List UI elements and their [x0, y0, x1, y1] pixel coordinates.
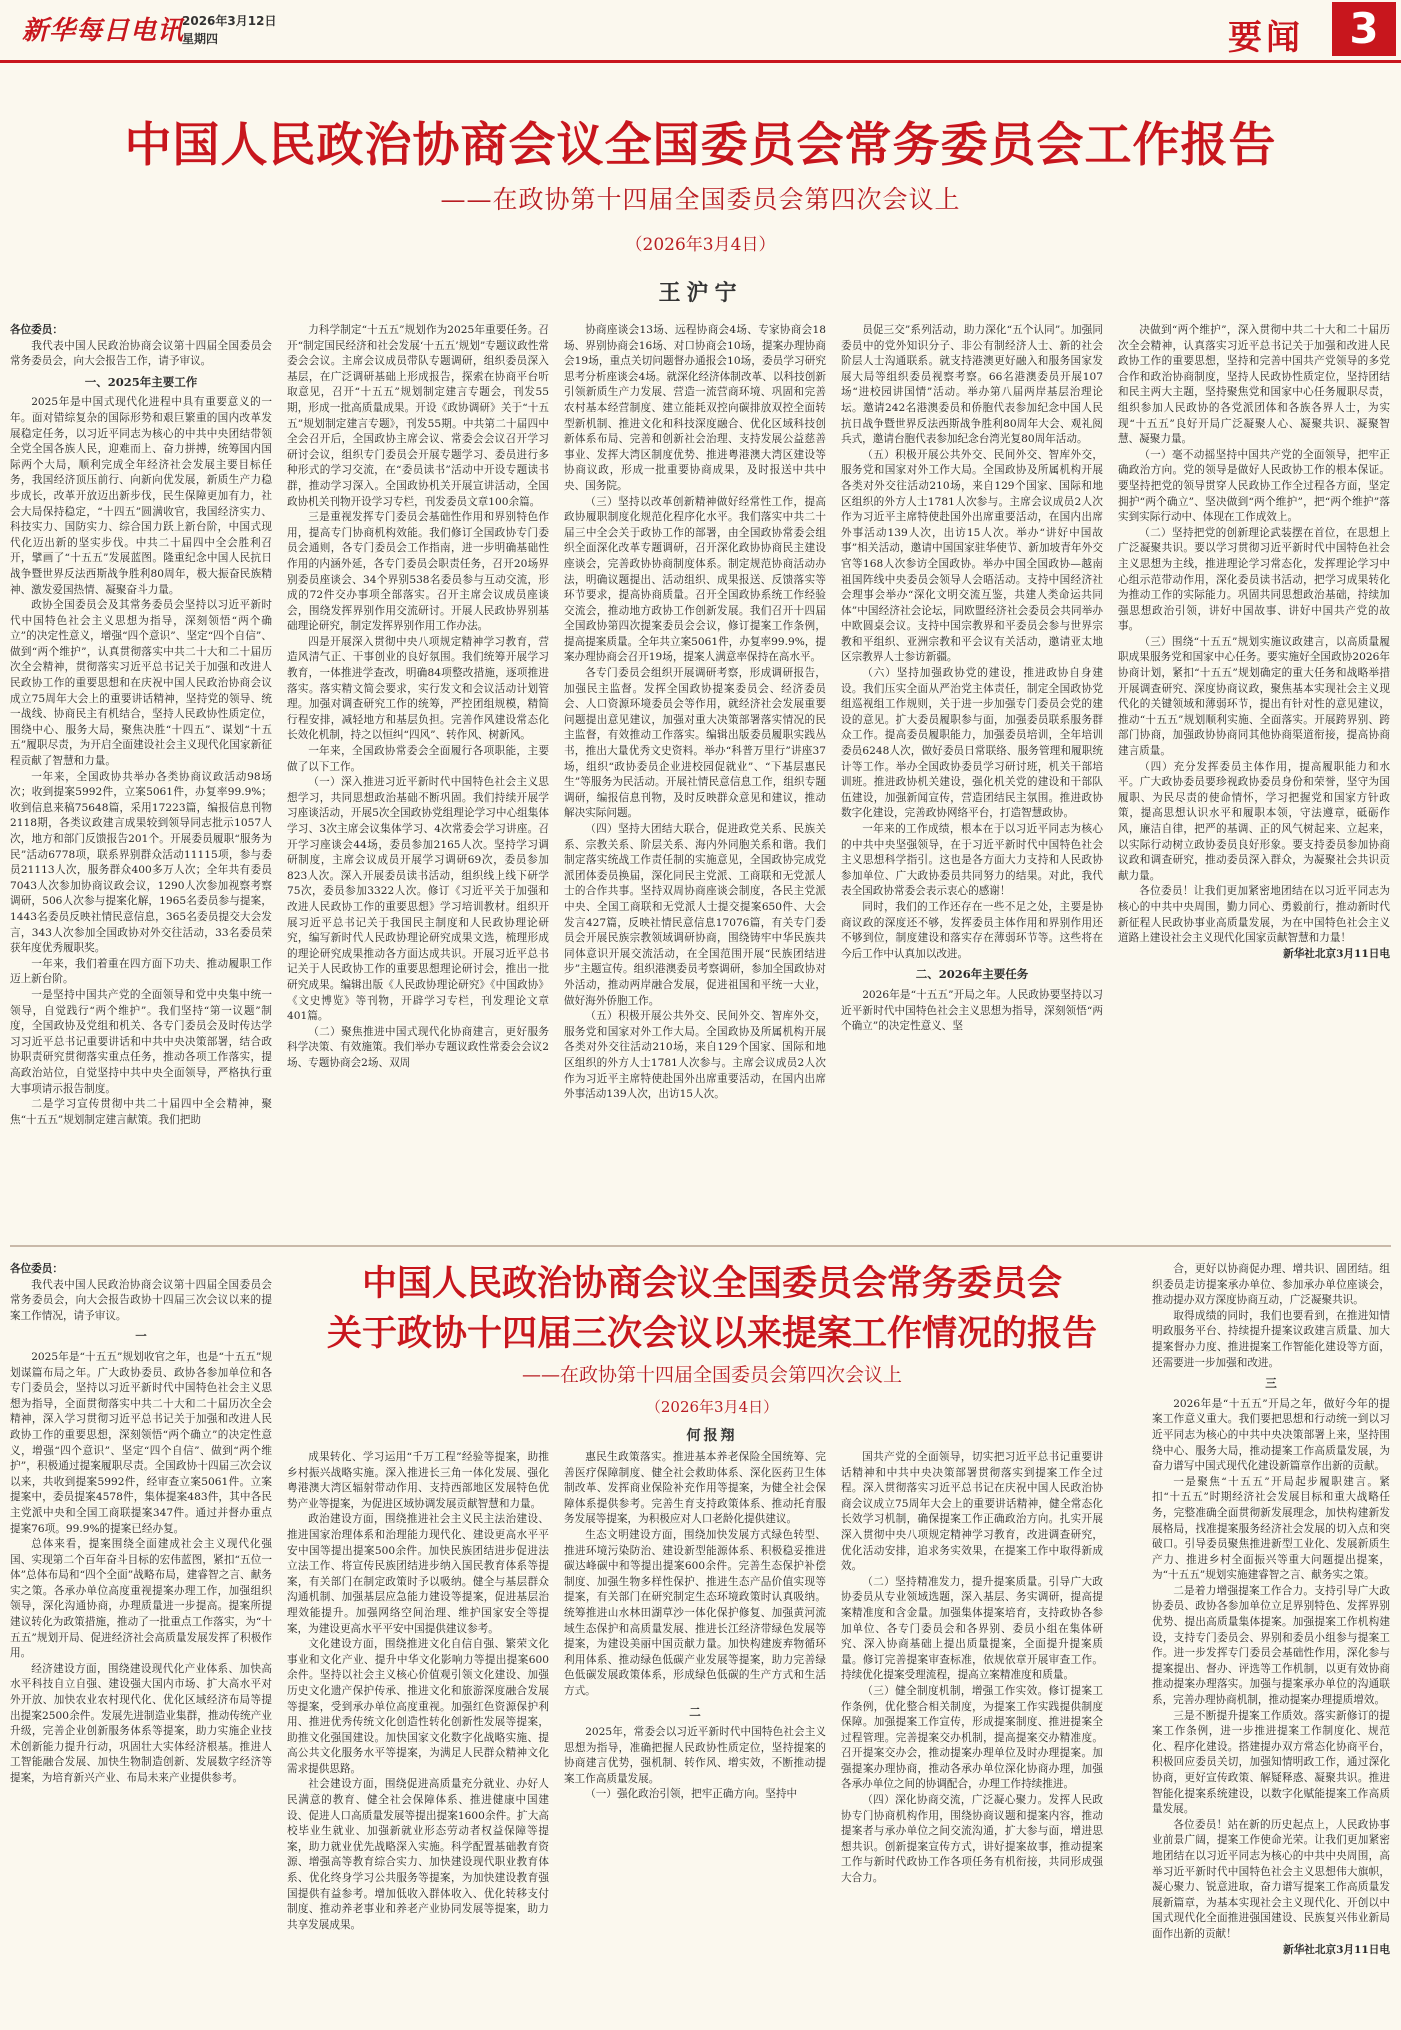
article1-date: （2026年3月4日）: [625, 235, 776, 255]
paragraph: 同时，我们的工作还存在一些不足之处，主要是协商议政的深度还不够，发挥委员主体作用和界别作用还不够到位，制度建设和落实存在薄弱环节等。这些将在今后工作中认真加以改进。: [841, 900, 1103, 960]
masthead: [0, 0, 1401, 62]
paragraph: （三）健全制度机制，增强工作实效。修订提案工作条例，优化整合相关制度，为提案工作实践提供制度保障。加强提案工作宣传，形成提案制度、推进提案全过程管理。完善提案交办机制，提高提案交办精准度。召开提案交办会，推动提案办理单位及时办理提案。加强提案办理协商，推动各承办单位深化协商办理，加强各承办单位之间的协调配合，办理工作持续推进。: [841, 1684, 1103, 1791]
paragraph: 合，更好以协商促办理、增共识、固团结。组织委员走访提案承办单位、参加承办单位座谈会，推动提办双方深度协商互动，广泛凝聚共识。: [1152, 1263, 1390, 1307]
article1-author: 王沪宁: [658, 280, 743, 306]
paragraph: （三）围绕“十五五”规划实施议政建言，以高质量履职成果服务党和国家中心任务。要实施好全国政协2026年协商计划，紧扣“十五五”规划确定的重大任务和战略举措开展调查研究、深度协商议政，聚焦基本实现社会主义现代化的关键领域和薄弱环节，提出有针对性的意见建议，推动“十五五”规划顺利实施、全面落实。开展跨界别、跨部门协商，加强政协协商同其他协商渠道衔接，提高协商建言质量。: [1118, 635, 1390, 758]
paragraph: 我代表中国人民政治协商会议第十四届全国委员会常务委员会，向大会报告政协十四届三次会议以来的提案工作情况，请予审议。: [10, 1278, 272, 1322]
section-heading: 二: [689, 1704, 701, 1719]
article2-column-2: [287, 1450, 549, 2024]
paragraph: 一年来，我们着重在四方面下功夫、推动履职工作迈上新台阶。: [10, 957, 272, 986]
paragraph: 经济建设方面，围绕建设现代化产业体系、加快高水平科技自立自强、建设强大国内市场、扩大高水平对外开放、加快农业农村现代化、优化区域经济布局等提出提案2500余件。发展先进制造业集群，推动传统产业升级，完善企业创新服务体系等提案，助力实施企业技术创新能力提升行动，巩固壮大实体经济根基。推进人工智能融合发展、加快生物制造创新、发展数字经济等提案，为培育新兴产业、布局未来产业提供参考。: [10, 1662, 272, 1784]
section-heading: 一、2025年主要工作: [84, 374, 198, 389]
paragraph: （三）坚持以改革创新精神做好经常性工作，提高政协履职制度化规范化程序化水平。我们落实中共二十届三中全会关于政协工作的部署，由全国政协常委会组织全面深化改革专题调研，召开深化政协协商民主建设座谈会，完善政协协商制度体系。制定规范协商活动办法，明确议题提出、活动组织、成果报送、反馈落实等环节要求，提高协商质量。召开全国政协系统工作经验交流会，推动地方政协工作创新发展。我们召开十四届全国政协第四次提案委员会会议，修订提案工作条例，提高提案质量。全年共立案5061件，办复率99.9%，提案办理协商会召开19场，提案人满意率保持在高水平。: [564, 495, 826, 664]
paragraph: 一年来，全国政协共举办各类协商议政活动98场次；收到提案5992件，立案5061件，办复率99.9%；收到信息来稿75648篇，采用17223篇，编报信息刊物2118期，各类议政建言成果较到领导同志批示1057人次，地方和部门反馈报告201个。开展委员履职“服务为民”活动6778项，联系界别群众活动11115项，参与委员21113人次，服务群众400多万人次；全年共有委员7043人次参加协商议政会议，1290人次参加视察考察调研，506人次参与提案化解，1965名委员参与提案，1443名委员反映社情民意信息，365名委员提交大会发言，343人次参加全国政协对外交往活动，33名委员荣获年度优秀履职奖。: [10, 770, 272, 955]
article2-date: （2026年3月4日）: [645, 1398, 779, 1416]
paragraph: 2025年，常委会以习近平新时代中国特色社会主义思想为指导，准确把握人民政协性质定位，坚持提案的协商建言优势，强机制、转作风、增实效，不断推动提案工作高质量发展。: [564, 1726, 826, 1785]
article1-column-2: [287, 323, 549, 1235]
paragraph: （四）充分发挥委员主体作用，提高履职能力和水平。广大政协委员要珍视政协委员身份和荣誉，坚守为国履职、为民尽责的使命情怀，学习把握党和国家方针政策，提高思想认识水平和履职本领，守法遵章，砥砺作风，廉洁自律，把严的基调、正的风气树起来、立起来，以实际行动树立政协委员良好形象。要支持委员参加协商议政和调查研究，推动委员深入群众，为凝聚社会共识贡献力量。: [1118, 760, 1390, 882]
paragraph: 我代表中国人民政治协商会议第十四届全国委员会常务委员会，向大会报告工作，请予审议。: [10, 339, 272, 368]
paragraph: 各位委员！站在新的历史起点上，人民政协事业前景广阔，提案工作使命光荣。让我们更加紧密地团结在以习近平同志为核心的中共中央周围，高举习近平新时代中国特色社会主义思想伟大旗帜，凝心聚力、锐意进取，奋力谱写提案工作高质量发展新篇章，为基本实现社会主义现代化、开创以中国式现代化全面推进强国建设、民族复兴伟业新局面作出新的贡献！: [1152, 1818, 1390, 1940]
article1-subtitle: ——在政协第十四届全国委员会第四次会议上: [440, 185, 961, 214]
paragraph: 国共产党的全面领导，切实把习近平总书记重要讲话精神和中共中央决策部署贯彻落实到提案工作全过程。深入贯彻落实习近平总书记在庆祝中国人民政治协商会议成立75周年大会上的重要讲话精神，健全常态化长效学习机制，确保提案工作正确政治方向。扎实开展深入贯彻中央八项规定精神学习教育，改进调查研究，优化活动安排，追求务实效果，在提案工作中取得新成效。: [841, 1451, 1103, 1573]
dateline: 新华社北京3月11日电: [1283, 1943, 1390, 1956]
article1-column-4: [841, 323, 1103, 1235]
paragraph: 三是重视发挥专门委员会基础性作用和界别特色作用，提高专门协商机构效能。我们修订全国政协专门委员会通则，各专门委员会工作指南，进一步明确基础性作用的内涵外延，各专门委员会职责任务，召开20场界别委员座谈会、34个界别538名委员参与互动交流，形成的72件交办事项全部落实。召开主席会议成员座谈会，围绕发挥界别作用交流研讨。开展人民政协界别基础理论研究，制定发挥界别作用工作办法。: [287, 511, 549, 633]
paragraph: 员促三交”系列活动，助力深化“五个认同”。加强同委员中的党外知识分子、非公有制经济人士、新的社会阶层人士沟通联系。就支持港澳更好融入和服务国家发展大局等组织委员视察考察。66名港澳委员开展107场“进校园讲国情”活动。举办第八届两岸基层治理论坛。邀请242名港澳委员和侨胞代表参加纪念中国人民抗日战争暨世界反法西斯战争胜利80周年大会、观礼阅兵式，邀请台胞代表参加纪念台湾光复80周年活动。: [841, 324, 1103, 446]
paragraph: 文化建设方面，围绕推进文化自信自强、繁荣文化事业和文化产业、提升中华文化影响力等提出提案600余件。坚持以社会主义核心价值观引领文化建设、加强历史文化遗产保护传承、推进文化和旅游深度融合发展等提案，受到承办单位高度重视。加强红色资源保护利用、推进优秀传统文化创造性转化创新性发展等提案，助推文化强国建设。加快国家文化数字化战略实施、提高公共文化服务水平等提案，为满足人民群众精神文化需求提供思路。: [287, 1638, 549, 1775]
section-heading: 三: [1265, 1376, 1277, 1391]
issue-date: 2026年3月12日: [182, 14, 277, 28]
paragraph: 一年来的工作成绩，根本在于以习近平同志为核心的中共中央坚强领导，在于习近平新时代中国特色社会主义思想科学指引。这也是各方面大力支持和人民政协参加单位、广大政协委员共同努力的结果。对此，我代表全国政协常委会表示衷心的感谢！: [841, 823, 1103, 898]
paragraph: 政治建设方面，围绕推进社会主义民主法治建设、推进国家治理体系和治理能力现代化、建设更高水平平安中国等提出提案500余件。加快民族团结进步促进法立法工作、将宣传民族团结进步纳入国民教育体系等提案，有关部门在制定政策时予以吸纳。健全与基层群众沟通机制、加强基层应急能力建设等提案，促进基层治理效能提升。加强网络空间治理、维护国家安全等提案，为建设更高水平平安中国提供建议参考。: [287, 1513, 549, 1635]
paragraph: 2025年是中国式现代化进程中具有重要意义的一年。面对错综复杂的国际形势和艰巨繁重的国内改革发展稳定任务，以习近平同志为核心的中共中央团结带领全党全国各族人民，迎难而上、奋力拼搏，统筹国内国际两个大局，顺利完成全年经济社会发展主要目标任务，我国经济顶压前行、向新向优发展，新质生产力稳步成长，改革开放迈出新步伐，民生保障更加有力，社会大局保持稳定，“十四五”圆满收官，我国经济实力、科技实力、国防实力、综合国力跃上新台阶，中国式现代化迈出新的坚实步伐。中共二十届四中全会胜利召开，擘画了“十五五”发展蓝图。隆重纪念中国人民抗日战争暨世界反法西斯战争胜利80周年，极大振奋民族精神、激发爱国热情、凝聚奋斗力量。: [10, 396, 272, 596]
paragraph: 各位委员！让我们更加紧密地团结在以习近平同志为核心的中共中央周围，勤力同心、勇毅前行，推动新时代新征程人民政协事业高质量发展，为在中国特色社会主义道路上建设社会主义现代化国家贡献智慧和力量！: [1118, 885, 1390, 945]
paragraph: 二是学习宣传贯彻中共二十届四中全会精神，聚焦“十五五”规划制定建言献策。我们把助: [10, 1098, 272, 1126]
paragraph: （一）强化政治引领，把牢正确方向。坚持中: [585, 1788, 798, 1801]
article2-column-3: [564, 1450, 826, 2024]
paragraph: 协商座谈会13场、远程协商会4场、专家协商会18场、界别协商会16场、对口协商会10场，提案办理协商会19场，重点关切问题督办通报会10场，委员学习研究思考分析座谈会4场。就深化经济体制改革、以科技创新引领新质生产力发展、营造一流营商环境、巩固和完善农村基本经营制度、建立能耗双控向碳排放双控全面转型新机制、推进文化和科技深度融合、优化区域科技创新体系布局、完善和创新社会治理、支持发展公益慈善事业、发挥大湾区制度优势、推进粤港澳大湾区建设等协商议政，形成一批重要协商成果，及时报送中共中央、国务院。: [564, 324, 826, 492]
paragraph: （五）积极开展公共外交、民间外交、智库外交，服务党和国家对外工作大局。全国政协及所属机构开展各类对外交往活动210场，来自129个国家、国际和地区组织的外方人士1781人次参与。主席会议成员2人次作为习近平主席特使赴国外出席重要活动，在国内出席外事活动139人次，出访15人次。举办“讲好中国故事”相关活动，邀请中国国家驻华使节、新加坡青年外交官等168人次参访全国政协。举办中国全国政协—越南祖国阵线中央委员会领导人会晤活动。支持中国经济社会理事会举办“深化文明交流互鉴，共建人类命运共同体”中国经济社会论坛，同欧盟经济社会委员会共同举办中欧圆桌会议。支持中国宗教界和平委员会参与世界宗教和平组织、亚洲宗教和平会议有关活动，邀请亚太地区宗教界人士参访新疆。: [841, 448, 1103, 664]
salutation: 各位委员：: [10, 324, 63, 336]
paragraph: （二）坚持把党的创新理论武装摆在首位，在思想上广泛凝聚共识。要以学习贯彻习近平新时代中国特色社会主义思想为主线，推进理论学习常态化，发挥理论学习中心组示范带动作用，深化委员读书活动，把学习成果转化为推动工作的实际能力。巩固共同思想政治基础，持续加强思想政治引领，讲好中国故事、讲好中国共产党的故事。: [1118, 526, 1390, 633]
article2-author: 何报翔: [686, 1428, 738, 1444]
section-name: 要闻: [1228, 18, 1304, 58]
article2-column-4: [841, 1450, 1103, 2024]
article2-title-line1: 中国人民政治协商会议全国委员会常务委员会: [361, 1263, 1062, 1304]
paragraph: （四）坚持大团结大联合，促进政党关系、民族关系、宗教关系、阶层关系、海内外同胞关系和谐。我们制定落实统战工作责任制的实施意见，全国政协完成党派团体委员换届，深化同民主党派、工商联和无党派人士的合作共事。坚持双周协商座谈会制度，各民主党派中央、全国工商联和无党派人士提交提案650件、大会发言427篇，反映社情民意信息17076篇，有关专门委员会开展民族宗教领域调研协商，围绕铸牢中华民族共同体意识开展交流活动，在全国范围开展“民族团结进步”主题宣传。组织港澳委员考察调研，参加全国政协对外活动，推动两岸融合发展，促进祖国和平统一大业，做好海外侨胞工作。: [564, 823, 826, 1007]
paragraph: （四）深化协商交流，广泛凝心聚力。发挥人民政协专门协商机构作用，围绕协商议题和提案内容，推动提案者与承办单位之间交流沟通，扩大参与面，增进思想共识。创新提案宣传方式，讲好提案故事，推动提案工作与新时代政协工作各项任务有机衔接，共同形成强大合力。: [841, 1794, 1103, 1885]
paragraph: 一是聚焦“十五五”开局起步履职建言。紧扣“十五五”时期经济社会发展目标和重大战略任务，完整准确全面贯彻新发展理念，加快构建新发展格局，找准提案服务经济社会发展的切入点和突破口。引导委员聚焦推进新型工业化、发展新质生产力、推进乡村全面振兴等重大问题提出提案，为“十五五”规划实施建睿智之言、献务实之策。: [1152, 1475, 1390, 1582]
dateline: 新华社北京3月11日电: [1283, 947, 1390, 960]
page-number-badge: 3: [1332, 2, 1396, 56]
paragraph: 取得成绩的同时，我们也要看到，在推进知情明政服务平台、持续提升提案议政建言质量、加大提案督办力度、推进提案工作智能化建设等方面，还需要进一步加强和改进。: [1152, 1309, 1390, 1369]
paragraph: 社会建设方面，围绕促进高质量充分就业、办好人民满意的教育、健全社会保障体系、推进健康中国建设、促进人口高质量发展等提出提案1600余件。扩大高校毕业生就业、加强新就业形态劳动者权益保障等提案，助力就业优先战略深入实施。科学配置基础教育资源、增强高等教育综合实力、加快建设现代职业教育体系、优化终身学习公共服务等提案，为加快建设教育强国提供有益参考。增加低收入群体收入、优化转移支付制度、推动养老事业和养老产业协同发展等提案，助力共享发展成果。: [287, 1778, 549, 1931]
article1-column-1: [10, 323, 272, 1235]
paragraph: 三是不断提升提案工作质效。落实新修订的提案工作条例，进一步推进提案工作制度化、规范化、程序化建设。搭建提办双方常态化协商平台，积极回应委员关切，加强知情明政工作，通过深化协商，更好宣传政策、解疑释惑、凝聚共识。推进智能化提案系统建设，以数字化赋能提案工作高质量发展。: [1152, 1709, 1390, 1816]
paragraph: 总体来看，提案围绕全面建成社会主义现代化强国、实现第二个百年奋斗目标的宏伟蓝图，紧扣“五位一体”总体布局和“四个全面”战略布局，建睿智之言、献务实之策。各承办单位高度重视提案办理工作，加强组织领导，深化沟通协商，办理质量进一步提高。提案所提建议转化为政策措施，推动了一批重点工作落实，为“十五五”规划开局、促进经济社会高质量发展发挥了积极作用。: [10, 1538, 272, 1660]
newspaper-logo: 新华每日电讯: [22, 16, 185, 46]
article1-column-3: [564, 323, 826, 1235]
paragraph: （六）坚持加强政协党的建设，推进政协自身建设。我们压实全面从严治党主体责任，制定全国政协党组巡视组工作规则，关于进一步加强专门委员会党的建设的意见。扩大委员履职参与面，加强委员联系服务群众工作。提高委员履职能力，加强委员培训，全年培训委员6248人次，做好委员日常联络、服务管理和履职统计等工作。举办全国政协委员学习研讨班，机关干部培训班。推进政协机关建设，强化机关党的建设和干部队伍建设，加强新闻宣传，营造团结民主氛围。推进政协数字化建设，完善政协网络平台，打造智慧政协。: [841, 667, 1103, 820]
section-heading: 二、2026年主要任务: [915, 967, 1029, 982]
article-divider: [10, 1245, 1391, 1247]
issue-weekday: 星期四: [182, 32, 219, 46]
paragraph: （一）深入推进习近平新时代中国特色社会主义思想学习，共同思想政治基础不断巩固。我们持续开展学习座谈活动，开展5次全国政协党组理论学习中心组集体学习、3次主席会议集体学习、4次常委会学习讲座。召开学习座谈会44场，委员参加2165人次。坚持学习调研制度，主席会议成员开展学习调研69次，委员参加823人次。深入开展委员读书活动，组织线上线下研学75次，委员参加3322人次。修订《习近平关于加强和改进人民政协工作的重要思想》学习培训教材。组织开展习近平总书记关于我国民主制度和人民政协理论研究，编写新时代人民政协理论研究成果文选，梳理形成的理论研究成果推动各方面达成共识。开展习近平总书记关于人民政协工作的重要思想理论研讨会，推出一批研究成果。编辑出版《人民政协理论研究》《中国政协》《文史博览》等刊物，开辟学习专栏，刊发理论文章401篇。: [287, 776, 549, 1023]
article2-subtitle: ——在政协第十四届全国委员会第四次会议上: [521, 1364, 902, 1386]
masthead-divider: [0, 60, 1401, 63]
article2-column-1: [10, 1262, 272, 2024]
paragraph: 一年来，全国政协常委会全面履行各项职能，主要做了以下工作。: [287, 745, 549, 773]
paragraph: 惠民生政策落实。推进基本养老保险全国统筹、完善医疗保障制度、健全社会救助体系、深化医药卫生体制改革、发挥商业保险补充作用等提案，为健全社会保障体系提供参考。完善生育支持政策体系、推动托育服务发展等提案，为积极应对人口老龄化提供建议。: [564, 1451, 826, 1526]
article1-column-5: [1118, 323, 1390, 1235]
article2-column-5: [1152, 1262, 1390, 2024]
paragraph: 2025年是“十五五”规划收官之年，也是“十五五”规划谋篇布局之年。广大政协委员、政协各参加单位和各专门委员会，坚持以习近平新时代中国特色社会主义思想为指导，全面贯彻落实中共二十大和二十届历次全会精神，深入学习贯彻习近平总书记关于加强和改进人民政协工作的重要思想，深刻领悟“两个确立”的决定性意义，增强“四个意识”、坚定“四个自信”、做到“两个维护”，积极通过提案履职尽责。全国政协十四届三次会议以来，共收到提案5992件，经审查立案5061件。立案提案中，委员提案4578件，集体提案483件，其中各民主党派中央和全国工商联提案347件。通过并督办重点提案76项。99.9%的提案已经办复。: [10, 1350, 272, 1535]
salutation: 各位委员：: [10, 1263, 63, 1275]
paragraph: （五）积极开展公共外交、民间外交、智库外交，服务党和国家对外工作大局。全国政协及所属机构开展各类对外交往活动210场，来自129个国家、国际和地区组织的外方人士1781人次参与。主席会议成员2人次作为习近平主席特使赴国外出席重要活动，在国内出席外事活动139人次，出访15人次。: [564, 1010, 826, 1101]
section-heading: 一: [135, 1329, 147, 1344]
paragraph: （二）坚持精准发力，提升提案质量。引导广大政协委员从专业领域选题，深入基层、务实调研，提高提案精准度和含金量。加强集体提案培育，支持政协各参加单位、各专门委员会和各界别、委员小组在集体研究、深入协商基础上提出质量提案，全面提升提案质量。修订完善提案审查标准，依规依章开展审查工作。持续优化提案受理流程，提高立案精准度和质量。: [841, 1575, 1103, 1682]
paragraph: 生态文明建设方面，围绕加快发展方式绿色转型、推进环境污染防治、建设新型能源体系、积极稳妥推进碳达峰碳中和等提出提案600余件。完善生态保护补偿制度、加强生物多样性保护、推进生态产品价值实现等提案，有关部门在研究制定生态环境政策时认真吸纳。统筹推进山水林田湖草沙一体化保护修复、加强黄河流域生态保护和高质量发展、推进长江经济带绿色发展等提案，为建设美丽中国贡献力量。加快构建废弃物循环利用体系、推动绿色低碳产业发展等提案，助力完善绿色低碳发展政策体系，形成绿色低碳的生产方式和生活方式。: [564, 1528, 826, 1697]
paragraph: 一是坚持中国共产党的全面领导和党中央集中统一领导，自觉践行“两个维护”。我们坚持“第一议题”制度，全国政协及党组和机关、各专门委员会及时传达学习习近平总书记重要讲话和中共中央决策部署，结合政协职责研究贯彻落实重点任务，推动各项工作落实，提高政治站位，自觉坚持中共中央全面领导，严格执行重大事项请示报告制度。: [10, 988, 272, 1095]
article2-title-line2: 关于政协十四届三次会议以来提案工作情况的报告: [326, 1313, 1097, 1354]
paragraph: 四是开展深入贯彻中央八项规定精神学习教育，营造风清气正、干事创业的良好氛围。我们统筹开展学习教育，一体推进学查改，明确84项整改措施，逐项推进落实。落实精文简会要求，实行发文和会议活动计划管理。加强对调查研究工作的统筹，严控团组规模，精简行程安排，减轻地方和基层负担。完善作风建设常态化长效化机制，持之以恒纠“四风”、转作风、树新风。: [287, 635, 549, 742]
article1-title: 中国人民政治协商会议全国委员会常务委员会工作报告: [124, 118, 1277, 173]
paragraph: 2026年是“十五五”开局之年，做好今年的提案工作意义重大。我们要把思想和行动统一到以习近平同志为核心的中共中央决策部署上来，坚持围绕中心、服务大局，推动提案工作高质量发展，为奋力谱写中国式现代化建设新篇章作出新的贡献。: [1152, 1397, 1390, 1473]
paragraph: 政协全国委员会及其常务委员会坚持以习近平新时代中国特色社会主义思想为指导，深刻领悟“两个确立”的决定性意义，增强“四个意识”、坚定“四个自信”、做到“两个维护”，认真贯彻落实中共二十大和二十届历次全会精神，贯彻落实习近平总书记关于加强和改进人民政协工作的重要思想和在庆祝中国人民政治协商会议成立75周年大会上的重要讲话精神，坚持党的领导、统一战线、协商民主有机结合，坚持人民政协性质定位，围绕中心、服务大局，聚焦决胜“十四五”、谋划“十五五”履职尽责，为开启全面建设社会主义现代化国家新征程贡献了智慧和力量。: [10, 599, 272, 768]
paragraph: 成果转化、学习运用“千万工程”经验等提案，助推乡村振兴战略实施。深入推进长三角一体化发展、强化粤港澳大湾区辐射带动作用、支持西部地区发展特色优势产业等提案，为促进区域协调发展贡献智慧和力量。: [287, 1451, 549, 1510]
paragraph: 力科学制定“十五五”规划作为2025年重要任务。召开“制定国民经济和社会发展‘十五五’规划”专题议政性常委会会议。主席会议成员带队专题调研，组织委员深入基层，在广泛调研基础上形成报告，探索在协商平台听取意见，召开“十五五”规划制定建言专题会，刊发55期，形成一批高质量成果。开设《政协调研》关于“十五五”规划制定建言专题》，刊发55期。中共第二十届四中全会召开后，全国政协主席会议、常委会会议召开学习研讨会议，组织专门委员会开展专题学习、委员进行多种形式的学习交流，在“委员读书”活动中开设专题读书群，推动学习深入。全国政协机关开展宣讲活动，全国政协机关刊物开设学习专栏，刊发委员文章100余篇。: [287, 324, 549, 508]
paragraph: （二）聚焦推进中国式现代化协商建言，更好服务科学决策、有效施策。我们举办专题议政性常委会会议2场、专题协商会2场、双周: [287, 1025, 549, 1069]
paragraph: （一）毫不动摇坚持中国共产党的全面领导，把牢正确政治方向。党的领导是做好人民政协工作的根本保证。要坚持把党的领导贯穿人民政协工作全过程各方面，坚定拥护“两个确立”、坚决做到“两个维护”，把“两个维护”落实到实际行动中、体现在工作成效上。: [1118, 448, 1390, 524]
paragraph: 决做到“两个维护”，深入贯彻中共二十大和二十届历次全会精神，认真落实习近平总书记关于加强和改进人民政协工作的重要思想，坚持和完善中国共产党领导的多党合作和政治协商制度，坚持人民政协性质定位，坚持团结和民主两大主题，坚持聚焦党和国家中心任务履职尽责，组织参加人民政协的各党派团体和各族各界人士，为实现“十五五”良好开局广泛凝聚人心、凝聚共识、凝聚智慧、凝聚力量。: [1118, 324, 1390, 446]
paragraph: 各专门委员会组织开展调研考察，形成调研报告，加强民主监督。发挥全国政协提案委员会、经济委员会、人口资源环境委员会等作用，就经济社会发展重要问题提出意见建议，加强对重大决策部署落实情况的民主监督，有效推动工作落实。编辑出版委员履职实践丛书，推出大量优秀文史资料。举办“科普万里行”讲座37场，组织“政协委员企业进校园促就业”、“下基层惠民生”等服务为民活动。开展社情民意信息工作，组织专题调研，编报信息刊物，及时反映群众意见和建议，推动解决实际问题。: [564, 667, 826, 820]
paragraph: 2026年是“十五五”开局之年。人民政协要坚持以习近平新时代中国特色社会主义思想为指导，深刻领悟“两个确立”的决定性意义、坚: [841, 988, 1103, 1033]
paragraph: 二是着力增强提案工作合力。支持引导广大政协委员、政协各参加单位立足界别特色、发挥界别优势、提出高质量集体提案。加强提案工作机构建设，支持专门委员会、界别和委员小组参与提案工作。进一步发挥专门委员会基础性作用，深化参与提案提出、督办、评选等工作机制，以更有效协商推动提案办理落实。加强与提案承办单位的沟通联系，完善办理协商机制，推动提案办理提质增效。: [1152, 1584, 1390, 1707]
